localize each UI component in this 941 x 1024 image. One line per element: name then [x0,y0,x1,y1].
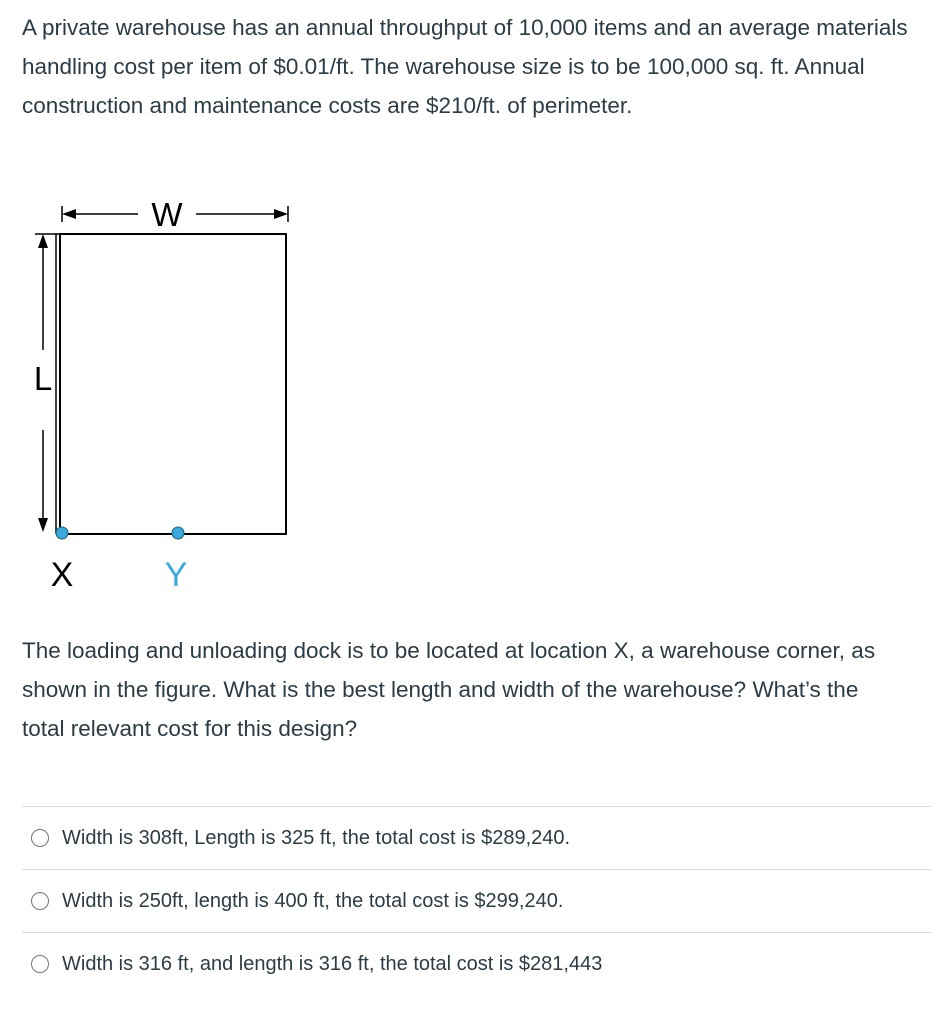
answer-option[interactable] [22,932,931,995]
point-y-label: Y [164,556,188,594]
point-y-marker [172,527,184,539]
width-arrowhead-left [62,209,76,219]
answer-option[interactable] [22,806,931,869]
answer-label: Width is 308ft, Length is 325 ft, the total cost is $289,240. [62,826,571,849]
answer-label: Width is 316 ft, and length is 316 ft, the total cost is $281,443 [62,952,603,975]
warehouse-rectangle [60,234,286,534]
point-x-label: X [50,556,74,594]
radio-button[interactable] [31,955,49,973]
answer-option[interactable] [22,869,931,932]
length-label: L [33,360,53,397]
question-followup: The loading and unloading dock is to be located at location X, a warehouse corner, as shown in the figure. What is the best length and width of the warehouse? What’s the total relevant cost for this design? [22,638,876,741]
warehouse-figure [0,190,320,600]
width-arrowhead-right [274,209,288,219]
answer-label: Width is 250ft, length is 400 ft, the total cost is $299,240. [62,889,564,912]
width-label: W [151,196,183,233]
point-x-marker [56,527,68,539]
answer-list [22,806,931,995]
radio-button[interactable] [31,892,49,910]
question-intro: A private warehouse has an annual throughput of 10,000 items and an average materials handling cost per item of $0.01/ft. The warehouse size is to be 100,000 sq. ft. Annual construction and maintenance costs are $210/ft. of perimeter. [22,15,908,118]
length-arrowhead-bottom [38,518,48,532]
radio-button[interactable] [31,829,49,847]
length-arrowhead-top [38,234,48,248]
